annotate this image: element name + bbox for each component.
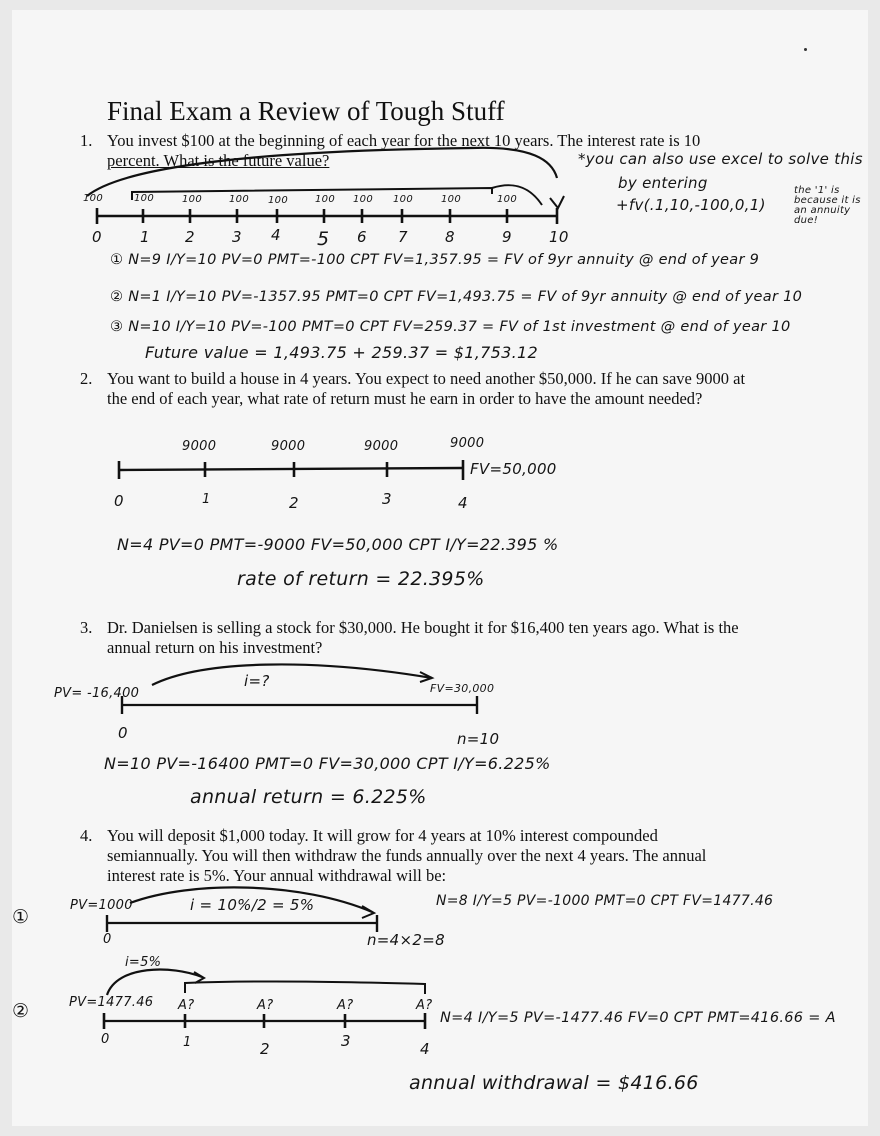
- q1-period-1: 1: [140, 228, 150, 246]
- q2-payment-4: 9000: [450, 436, 485, 451]
- excel-side-note: the '1' is because it is an annuity due!: [794, 185, 861, 226]
- q1-period-9: 9: [502, 228, 512, 246]
- q1-text-line2: percent. What is the future value?: [107, 151, 330, 170]
- q1-number: 1.: [80, 131, 93, 150]
- q4-part1-start: 0: [103, 932, 112, 947]
- q1-payment-1: 100: [134, 193, 154, 204]
- q3-answer: annual return = 6.225%: [190, 786, 427, 808]
- q4-part2-payment-4: A?: [416, 998, 433, 1013]
- q2-period-4: 4: [458, 494, 468, 512]
- q1-period-6: 6: [357, 228, 367, 246]
- q1-period-7: 7: [398, 228, 408, 246]
- q1-payment-3: 100: [229, 194, 249, 205]
- q4-part1-end: n=4×2=8: [367, 931, 445, 949]
- q4-part2-marker: ②: [12, 1000, 30, 1022]
- q1-step-2: ② N=1 I/Y=10 PV=-1357.95 PMT=0 CPT FV=1,493.75 = FV of 9yr annuity @ end of year 10: [110, 289, 803, 305]
- q1-text-line1: You invest $100 at the beginning of each year for the next 10 years. The interest rate is 10: [107, 131, 701, 150]
- q1-answer: Future value = 1,493.75 + 259.37 = $1,753.12: [145, 343, 538, 362]
- q4-part2-period-2: 2: [260, 1040, 270, 1058]
- q4-part2-pv-label: PV=1477.46: [69, 995, 154, 1010]
- q4-text-line2: semiannually. You will then withdraw the funds annually over the next 4 years. The annual: [107, 846, 707, 865]
- q2-payment-1: 9000: [182, 439, 217, 454]
- q2-text-line1: You want to build a house in 4 years. You expect to need another $50,000. If he can save 9000 at: [107, 369, 746, 388]
- q2-period-2: 2: [289, 494, 299, 512]
- q1-payment-2: 100: [182, 194, 202, 205]
- q4-part2-period-1: 1: [183, 1035, 192, 1050]
- q4-part2-payment-1: A?: [178, 998, 195, 1013]
- q4-part1-rate-label: i = 10%/2 = 5%: [190, 896, 315, 914]
- q4-part2-period-0: 0: [101, 1032, 110, 1047]
- q2-period-0: 0: [114, 492, 124, 510]
- q1-period-8: 8: [445, 228, 455, 246]
- q1-period-4: 4: [271, 226, 281, 244]
- q2-payment-3: 9000: [364, 439, 399, 454]
- q4-part1-pv-label: PV=1000: [70, 898, 133, 913]
- q1-payment-9: 100: [497, 194, 517, 205]
- q4-part1-calc: N=8 I/Y=5 PV=-1000 PMT=0 CPT FV=1477.46: [436, 893, 774, 909]
- q1-step-1: ① N=9 I/Y=10 PV=0 PMT=-100 CPT FV=1,357.95 = FV of 9yr annuity @ end of year 9: [110, 252, 760, 268]
- q3-end-label: n=10: [457, 730, 500, 748]
- q3-rate-label: i=?: [244, 672, 270, 690]
- q3-text-line1: Dr. Danielsen is selling a stock for $30,000. He bought it for $16,400 ten years ago. What is the: [107, 618, 739, 637]
- q4-part1-marker: ①: [12, 906, 30, 928]
- q2-fv-label: FV=50,000: [470, 460, 557, 478]
- q3-text-line2: annual return on his investment?: [107, 638, 323, 657]
- q2-number: 2.: [80, 369, 93, 388]
- q3-fv-label: FV=30,000: [430, 682, 495, 695]
- q2-payment-2: 9000: [271, 439, 306, 454]
- q1-payment-8: 100: [441, 194, 461, 205]
- q2-period-3: 3: [382, 490, 392, 508]
- q1-period-3: 3: [232, 228, 242, 246]
- q4-part2-period-3: 3: [341, 1032, 351, 1050]
- q1-period-5: 5: [317, 228, 330, 250]
- q4-text-line1: You will deposit $1,000 today. It will grow for 4 years at 10% interest compounded: [107, 826, 658, 845]
- q4-part2-payment-2: A?: [257, 998, 274, 1013]
- q4-part2-calc: N=4 I/Y=5 PV=-1477.46 FV=0 CPT PMT=416.66 = A: [440, 1010, 836, 1026]
- q2-answer: rate of return = 22.395%: [237, 568, 485, 590]
- q1-period-10: 10: [549, 228, 569, 246]
- q1-payment-7: 100: [393, 194, 413, 205]
- q4-text-line3: interest rate is 5%. Your annual withdrawal will be:: [107, 866, 447, 885]
- q2-calc: N=4 PV=0 PMT=-9000 FV=50,000 CPT I/Y=22.395 %: [117, 535, 559, 554]
- q1-step-3: ③ N=10 I/Y=10 PV=-100 PMT=0 CPT FV=259.37 = FV of 1st investment @ end of year 10: [110, 319, 791, 335]
- q4-part2-period-4: 4: [420, 1040, 430, 1058]
- excel-formula: +fv(.1,10,-100,0,1): [616, 196, 766, 214]
- paper-speck: [804, 48, 807, 51]
- q4-part2-rate-label: i=5%: [125, 955, 162, 970]
- q3-number: 3.: [80, 618, 93, 637]
- q1-payment-4: 100: [268, 195, 288, 206]
- exam-page: [12, 10, 868, 1126]
- q3-pv-label: PV= -16,400: [54, 686, 140, 701]
- q4-part2-payment-3: A?: [337, 998, 354, 1013]
- q2-text-line2: the end of each year, what rate of return must he earn in order to have the amount needed?: [107, 389, 703, 408]
- q1-period-2: 2: [185, 228, 195, 246]
- excel-note-line1: *you can also use excel to solve this: [578, 150, 863, 168]
- q4-number: 4.: [80, 826, 93, 845]
- page-title: Final Exam a Review of Tough Stuff: [107, 96, 505, 126]
- q3-calc: N=10 PV=-16400 PMT=0 FV=30,000 CPT I/Y=6.225%: [104, 754, 551, 773]
- q4-answer: annual withdrawal = $416.66: [409, 1072, 699, 1094]
- q1-period-0: 0: [92, 228, 102, 246]
- q2-period-1: 1: [202, 492, 211, 507]
- q3-start-label: 0: [118, 724, 128, 742]
- q1-payment-0: 100: [83, 193, 103, 204]
- excel-note-line2: by entering: [618, 174, 708, 192]
- q1-payment-5: 100: [315, 194, 335, 205]
- q1-payment-6: 100: [353, 194, 373, 205]
